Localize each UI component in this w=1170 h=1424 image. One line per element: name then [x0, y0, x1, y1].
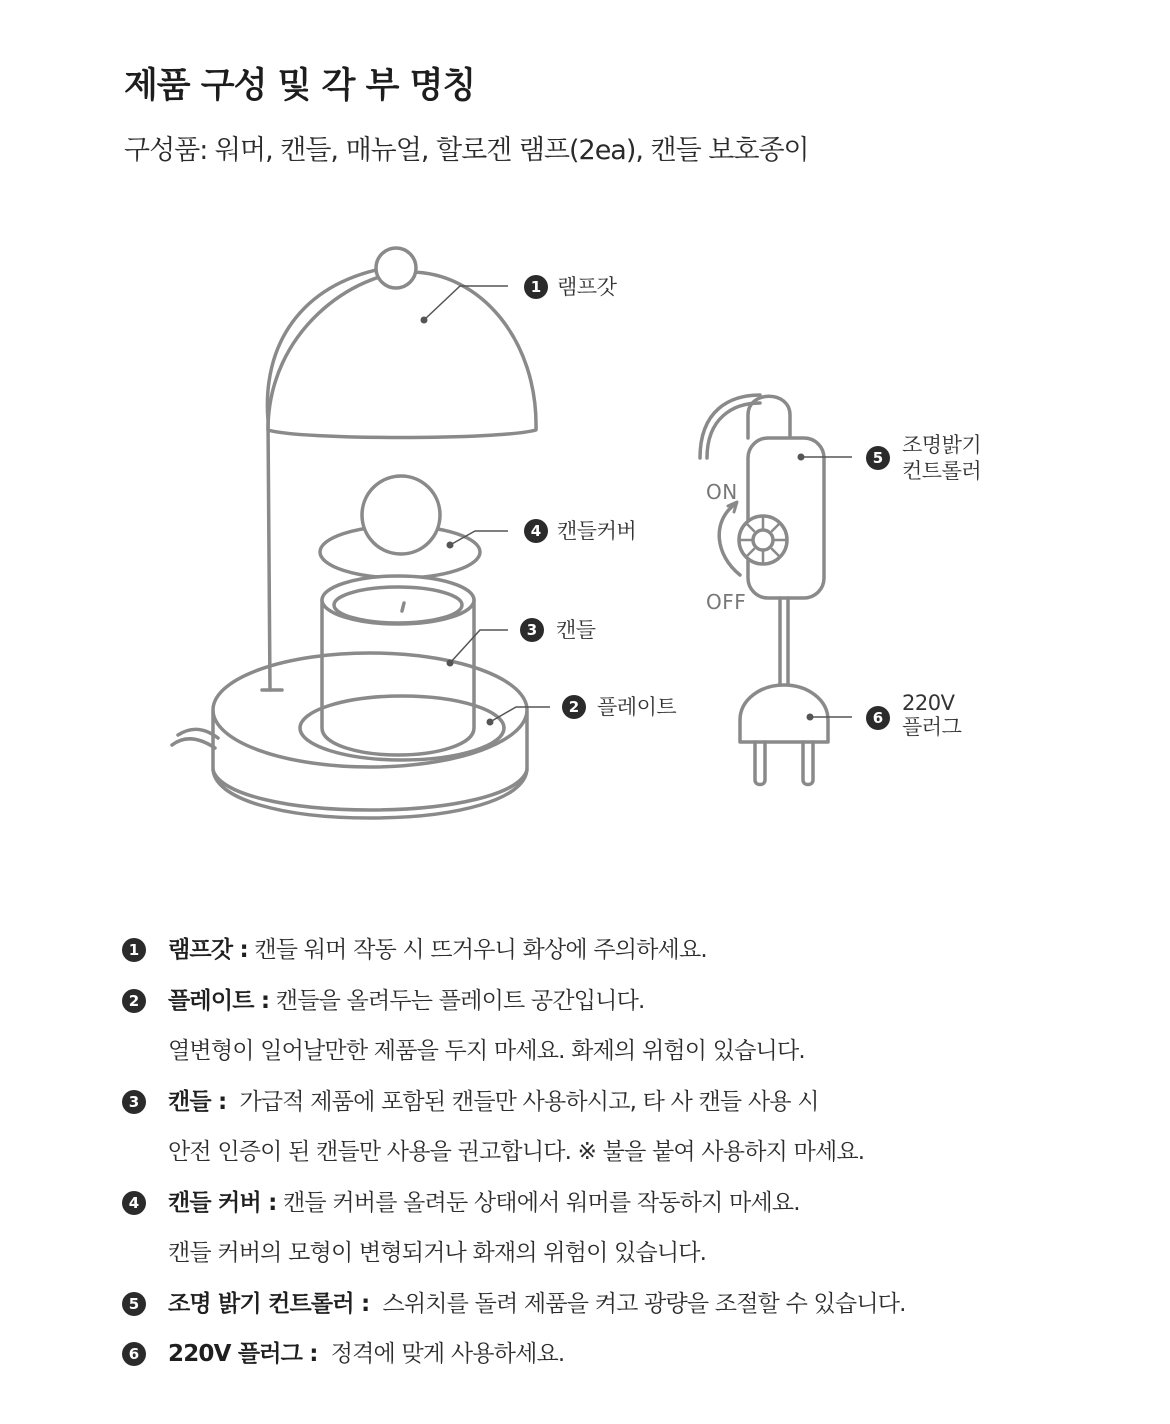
description-item	[122, 1178, 1122, 1279]
description-text: 열변형이 일어날만한 제품을 두지 마세요. 화제의 위험이 있습니다.	[168, 1038, 805, 1064]
part-descriptions	[122, 925, 1122, 1380]
label-plug-line2: 플러그	[902, 715, 962, 739]
description-item	[122, 1329, 1122, 1380]
description-number: 4	[122, 1191, 146, 1215]
description-text: 정격에 맞게 사용하세요.	[317, 1341, 565, 1367]
candle-cover	[320, 476, 480, 578]
description-item	[122, 1279, 1122, 1330]
lamp-arm	[267, 268, 385, 690]
rotate-arrow-icon	[719, 505, 740, 575]
label-number-4: 4	[524, 519, 548, 543]
dimmer-dial	[739, 516, 787, 564]
description-number: 5	[122, 1292, 146, 1316]
description-term: 220V 플러그 :	[168, 1341, 318, 1367]
power-cord-left	[172, 729, 218, 748]
label-number-1: 1	[524, 275, 548, 299]
label-plug-line1: 220V	[902, 691, 955, 715]
label-dimmer-line2: 컨트롤러	[902, 459, 982, 483]
description-term: 캔들 커버 :	[168, 1189, 277, 1216]
page-title: 제품 구성 및 각 부 명칭	[124, 66, 476, 106]
label-plate: 플레이트	[597, 695, 677, 719]
label-number-2: 2	[562, 695, 586, 719]
description-text: 캔들 커버를 올려둔 상태에서 워머를 작동하지 마세요.	[276, 1189, 800, 1216]
description-text: 안전 인증이 된 캔들만 사용을 권고합니다. ※ 불을 붙여 사용하지 마세요.	[168, 1139, 865, 1165]
description-term: 캔들 :	[168, 1088, 227, 1115]
description-number: 6	[122, 1342, 146, 1366]
description-item	[122, 1077, 1122, 1178]
base-plate	[213, 653, 527, 818]
components-list: 구성품: 워머, 캔들, 매뉴얼, 할로겐 램프(2ea), 캔들 보호종이	[124, 135, 809, 166]
description-term: 조명 밝기 컨트롤러 :	[168, 1290, 370, 1317]
switch-off-label: OFF	[706, 590, 747, 614]
description-number: 3	[122, 1090, 146, 1114]
leader-line-3	[450, 630, 508, 663]
label-number-5: 5	[866, 446, 890, 470]
label-number-3: 3	[520, 618, 544, 642]
switch-on-label: ON	[706, 480, 738, 504]
description-text: 캔들을 올려두는 플레이트 공간입니다.	[269, 987, 645, 1014]
description-item	[122, 976, 1122, 1077]
label-number-6: 6	[866, 706, 890, 730]
lamp-shade	[268, 248, 536, 438]
label-lamp-shade: 램프갓	[557, 275, 617, 299]
label-candle: 캔들	[556, 618, 596, 642]
description-text: 캔들 커버의 모형이 변형되거나 화재의 위험이 있습니다.	[168, 1240, 707, 1266]
description-text: 스위치를 돌려 제품을 켜고 광량을 조절할 수 있습니다.	[369, 1290, 906, 1317]
description-text: 가급적 제품에 포함된 캔들만 사용하시고, 타 사 캔들 사용 시	[226, 1088, 819, 1115]
description-text: 캔들 워머 작동 시 뜨거우니 화상에 주의하세요.	[247, 937, 707, 963]
power-plug	[740, 685, 828, 785]
description-number: 2	[122, 989, 146, 1013]
description-number: 1	[122, 938, 146, 962]
leader-line-1	[424, 286, 508, 320]
label-dimmer-line1: 조명밝기	[902, 433, 982, 457]
description-term: 램프갓 :	[168, 937, 248, 963]
label-candle-cover: 캔들커버	[557, 519, 637, 543]
description-term: 플레이트 :	[168, 987, 270, 1014]
description-item	[122, 925, 1122, 976]
